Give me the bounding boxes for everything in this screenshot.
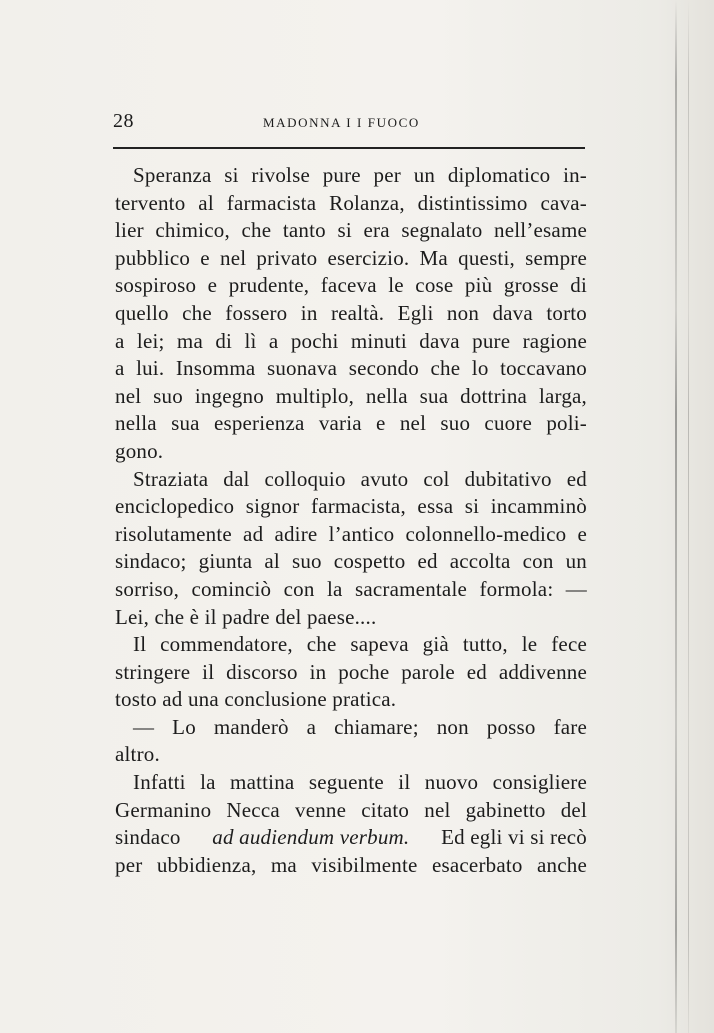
text-line: Speranza si rivolse pure per un diplomatico in- — [133, 163, 587, 187]
text-line: lier chimico, che tanto si era segnalato nell’esame — [115, 218, 587, 243]
page-edge-shadow — [675, 0, 677, 1033]
text-line: sindaco; giunta al suo cospetto ed accolta con un — [115, 549, 587, 574]
running-title: MADONNA I I FUOCO — [263, 115, 420, 130]
text-line: pubblico e nel privato esercizio. Ma questi, sempre — [115, 245, 587, 270]
text-line: altro. — [115, 742, 160, 767]
text-line: Straziata dal colloquio avuto col dubitativo ed — [133, 466, 587, 491]
text-line: tosto ad una conclusione pratica. — [115, 687, 397, 712]
page-number: 28 — [113, 110, 134, 132]
text-line: sorriso, cominciò con la sacramentale formola: — — [115, 576, 587, 601]
text-line: tervento al farmacista Rolanza, distintissimo cava- — [115, 190, 587, 215]
text-fragment: sindaco — [115, 825, 181, 850]
text-line: Infatti la mattina seguente il nuovo consigliere — [133, 770, 587, 795]
text-line-mixed — [115, 824, 587, 852]
text-line: a lui. Insomma suonava secondo che lo toccavano — [115, 356, 587, 381]
text-line: gono. — [115, 438, 164, 463]
text-line: per ubbidienza, ma visibilmente esacerbato anche — [115, 852, 587, 877]
page-edge-shadow-inner — [688, 0, 689, 1033]
body-text — [115, 162, 587, 879]
text-line: risolutamente ad adire l’antico colonnello-medico e — [115, 521, 587, 546]
text-line: quello che fossero in realtà. Egli non dava torto — [115, 300, 587, 325]
text-line: nella sua esperienza varia e nel suo cuore poli- — [115, 411, 587, 436]
text-line: nel suo ingegno multiplo, nella sua dottrina larga, — [115, 383, 587, 408]
text-line: stringere il discorso in poche parole ed addivenne — [115, 659, 587, 684]
text-line: enciclopedico signor farmacista, essa si incamminò — [115, 494, 587, 519]
text-line: sospiroso e prudente, faceva le cose più grosse di — [115, 273, 587, 298]
text-line: Il commendatore, che sapeva già tutto, le fece — [133, 632, 587, 657]
header-rule — [113, 147, 585, 149]
text-fragment: Ed egli vi si recò — [441, 825, 587, 850]
text-line: Lei, che è il padre del paese.... — [115, 604, 377, 629]
latin-phrase: ad audiendum verbum. — [212, 825, 410, 850]
text-line: — Lo manderò a chiamare; non posso fare — [133, 714, 587, 739]
text-line: a lei; ma di lì a pochi minuti dava pure ragione — [115, 328, 587, 353]
page-header — [113, 106, 585, 136]
text-line: Germanino Necca venne citato nel gabinetto del — [115, 797, 587, 822]
